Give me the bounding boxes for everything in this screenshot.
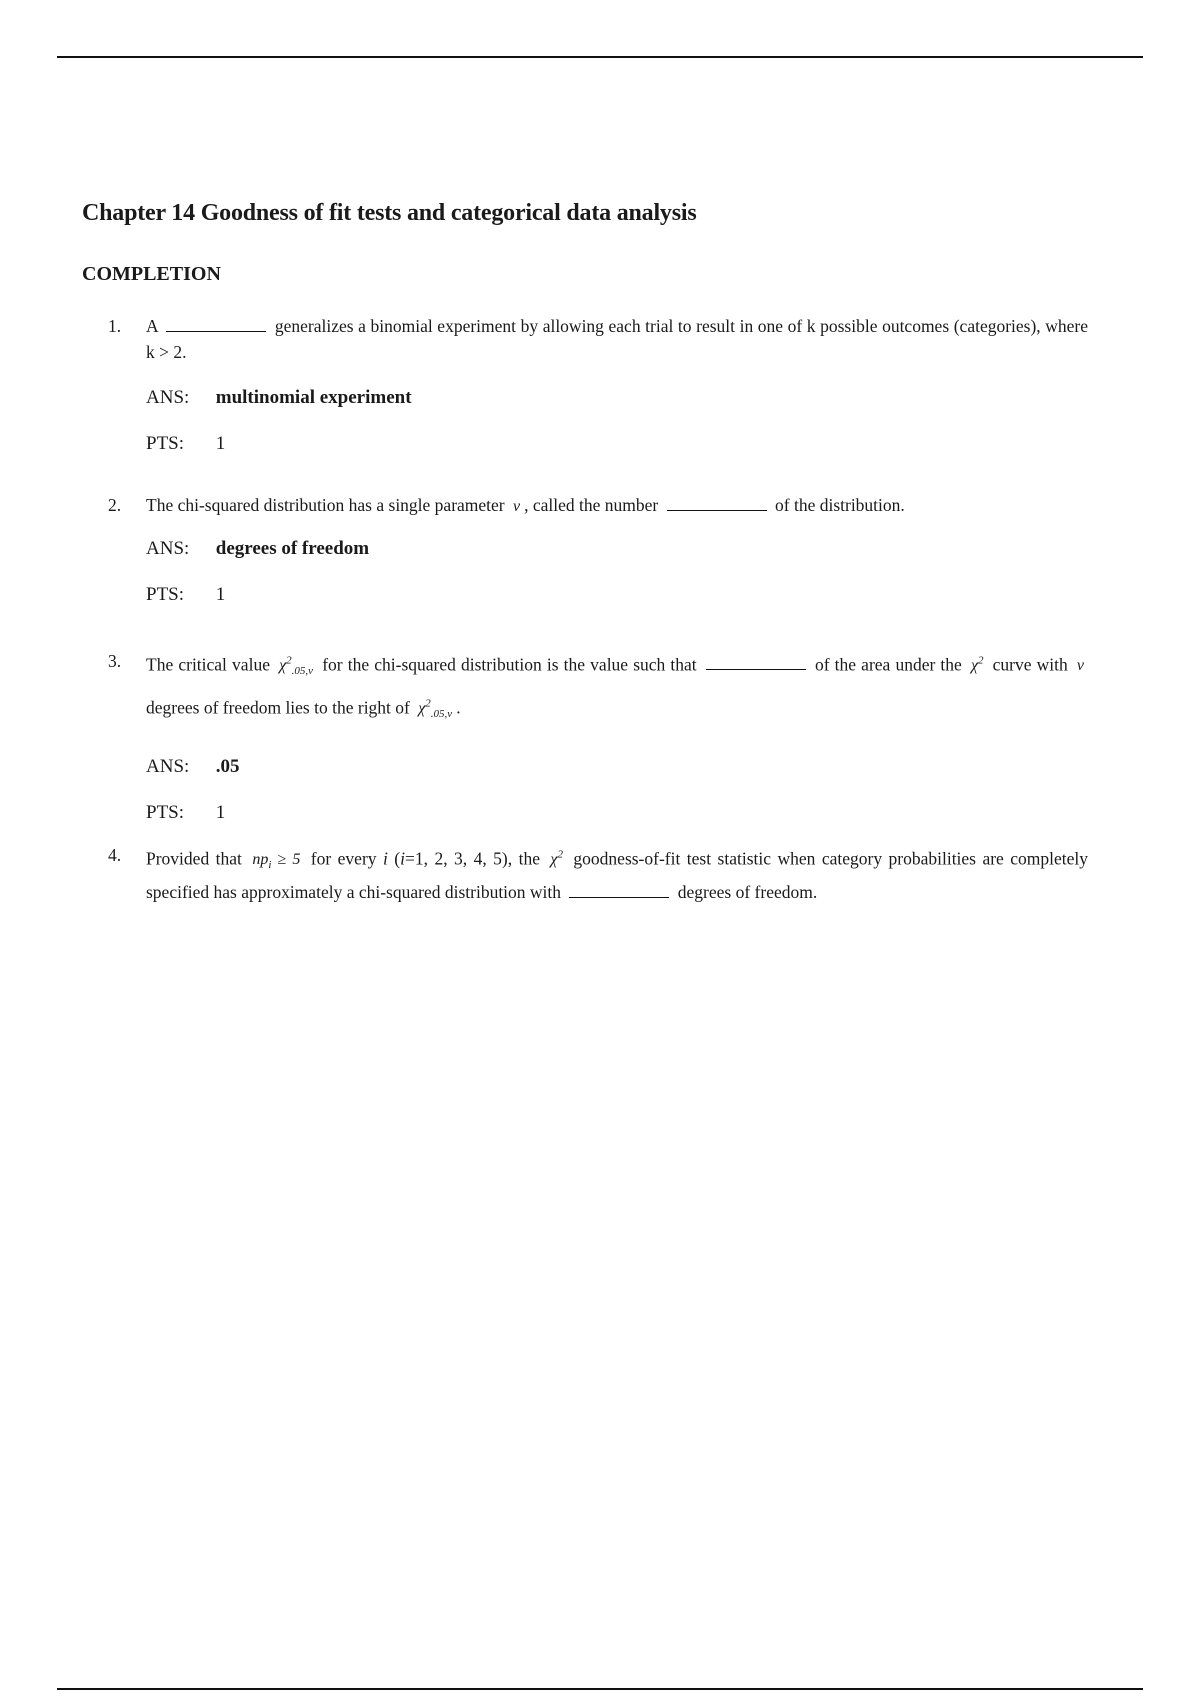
- chi-letter: χ: [550, 851, 558, 869]
- question-text-part: (: [394, 848, 401, 869]
- nu-symbol: ν: [513, 498, 521, 515]
- section-heading: COMPLETION: [82, 263, 221, 285]
- question-text: [108, 842, 1088, 905]
- superscript: 2: [557, 849, 563, 861]
- question-number: 3.: [108, 651, 122, 671]
- points-row: [108, 433, 1088, 455]
- question-text-after-blank: generalizes a binomial experiment by allowing each trial to result in one of k possible outcomes (categories), where k > 2.: [146, 316, 1089, 362]
- question-text-part: for the chi-squared distribution is the value such that: [322, 654, 697, 675]
- chi-letter: χ: [970, 657, 979, 675]
- relation: ≥ 5: [271, 851, 301, 869]
- question-2: [108, 492, 1088, 606]
- question-text-part: Provided that: [146, 848, 242, 869]
- question-text-part: .: [456, 696, 461, 717]
- question-text: [108, 492, 1088, 520]
- np-condition-symbol: [252, 851, 301, 872]
- answer-row: [108, 756, 1088, 778]
- answer-blank: [166, 315, 266, 332]
- question-text-part: =1, 2, 3, 4, 5), the: [405, 848, 540, 869]
- question-text-after-blank: of the distribution.: [775, 495, 905, 515]
- chi-letter: χ: [279, 657, 287, 675]
- chi-critical-symbol: [279, 655, 314, 678]
- points-value: 1: [215, 802, 226, 824]
- question-text-before-symbol: The chi-squared distribution has a single parameter: [146, 495, 505, 515]
- superscript: 2: [978, 655, 984, 667]
- chi-letter: χ: [418, 699, 426, 717]
- question-text-part: degrees of freedom lies to the right of: [146, 696, 410, 717]
- top-rule: [57, 56, 1143, 58]
- points-row: [108, 802, 1088, 824]
- ans-label: ANS:: [146, 756, 190, 778]
- superscript: 2: [286, 655, 292, 667]
- question-number: 2.: [108, 495, 122, 515]
- answer-blank: [706, 653, 806, 670]
- chi-critical-symbol: [418, 697, 453, 721]
- question-text-before-blank: , called the number: [524, 495, 659, 515]
- ans-label: ANS:: [146, 538, 190, 559]
- answer-blank: [569, 881, 669, 898]
- question-number: 1.: [108, 316, 122, 336]
- question-4: [108, 842, 1088, 905]
- chi-squared-symbol: [550, 851, 563, 868]
- question-text: [108, 645, 1088, 730]
- question-text-before-blank: A: [146, 316, 158, 336]
- answer-value: .05: [215, 756, 240, 778]
- nu-symbol: ν: [1076, 657, 1085, 675]
- i-symbol: i: [400, 848, 405, 869]
- question-text-part: The critical value: [146, 654, 270, 675]
- question-text-part: degrees of freedom.: [677, 881, 818, 902]
- pts-label: PTS:: [146, 433, 185, 454]
- np-letters: np: [252, 851, 269, 869]
- question-text-part: goodness-of-fit test statistic when category probabilities are completely specified has approximately a chi-squared distribution with: [146, 848, 1089, 902]
- pts-label: PTS:: [146, 802, 185, 824]
- i-symbol: i: [382, 848, 388, 869]
- question-number: 4.: [108, 845, 122, 865]
- answer-value: multinomial experiment: [215, 387, 412, 408]
- chi-squared-symbol: [971, 657, 984, 674]
- question-text-part: of the area under the: [814, 654, 962, 675]
- superscript: 2: [425, 697, 431, 710]
- subscript: i: [268, 859, 272, 872]
- ans-label: ANS:: [146, 387, 190, 408]
- question-text: [108, 313, 1088, 365]
- answer-row: [108, 538, 1088, 560]
- pts-label: PTS:: [146, 584, 185, 605]
- subscript: .05,ν: [291, 665, 314, 678]
- answer-blank: [667, 494, 767, 511]
- chapter-title: Chapter 14 Goodness of fit tests and categorical data analysis: [82, 200, 697, 226]
- points-value: 1: [215, 433, 226, 454]
- points-value: 1: [215, 584, 226, 605]
- question-3: [108, 645, 1088, 824]
- points-row: [108, 584, 1088, 606]
- subscript: .05,ν: [430, 708, 453, 721]
- question-1: [108, 313, 1088, 455]
- bottom-rule: [57, 1688, 1143, 1690]
- answer-value: degrees of freedom: [215, 538, 370, 559]
- answer-row: [108, 387, 1088, 409]
- question-text-part: for every: [310, 848, 377, 869]
- question-text-part: curve with: [992, 654, 1068, 675]
